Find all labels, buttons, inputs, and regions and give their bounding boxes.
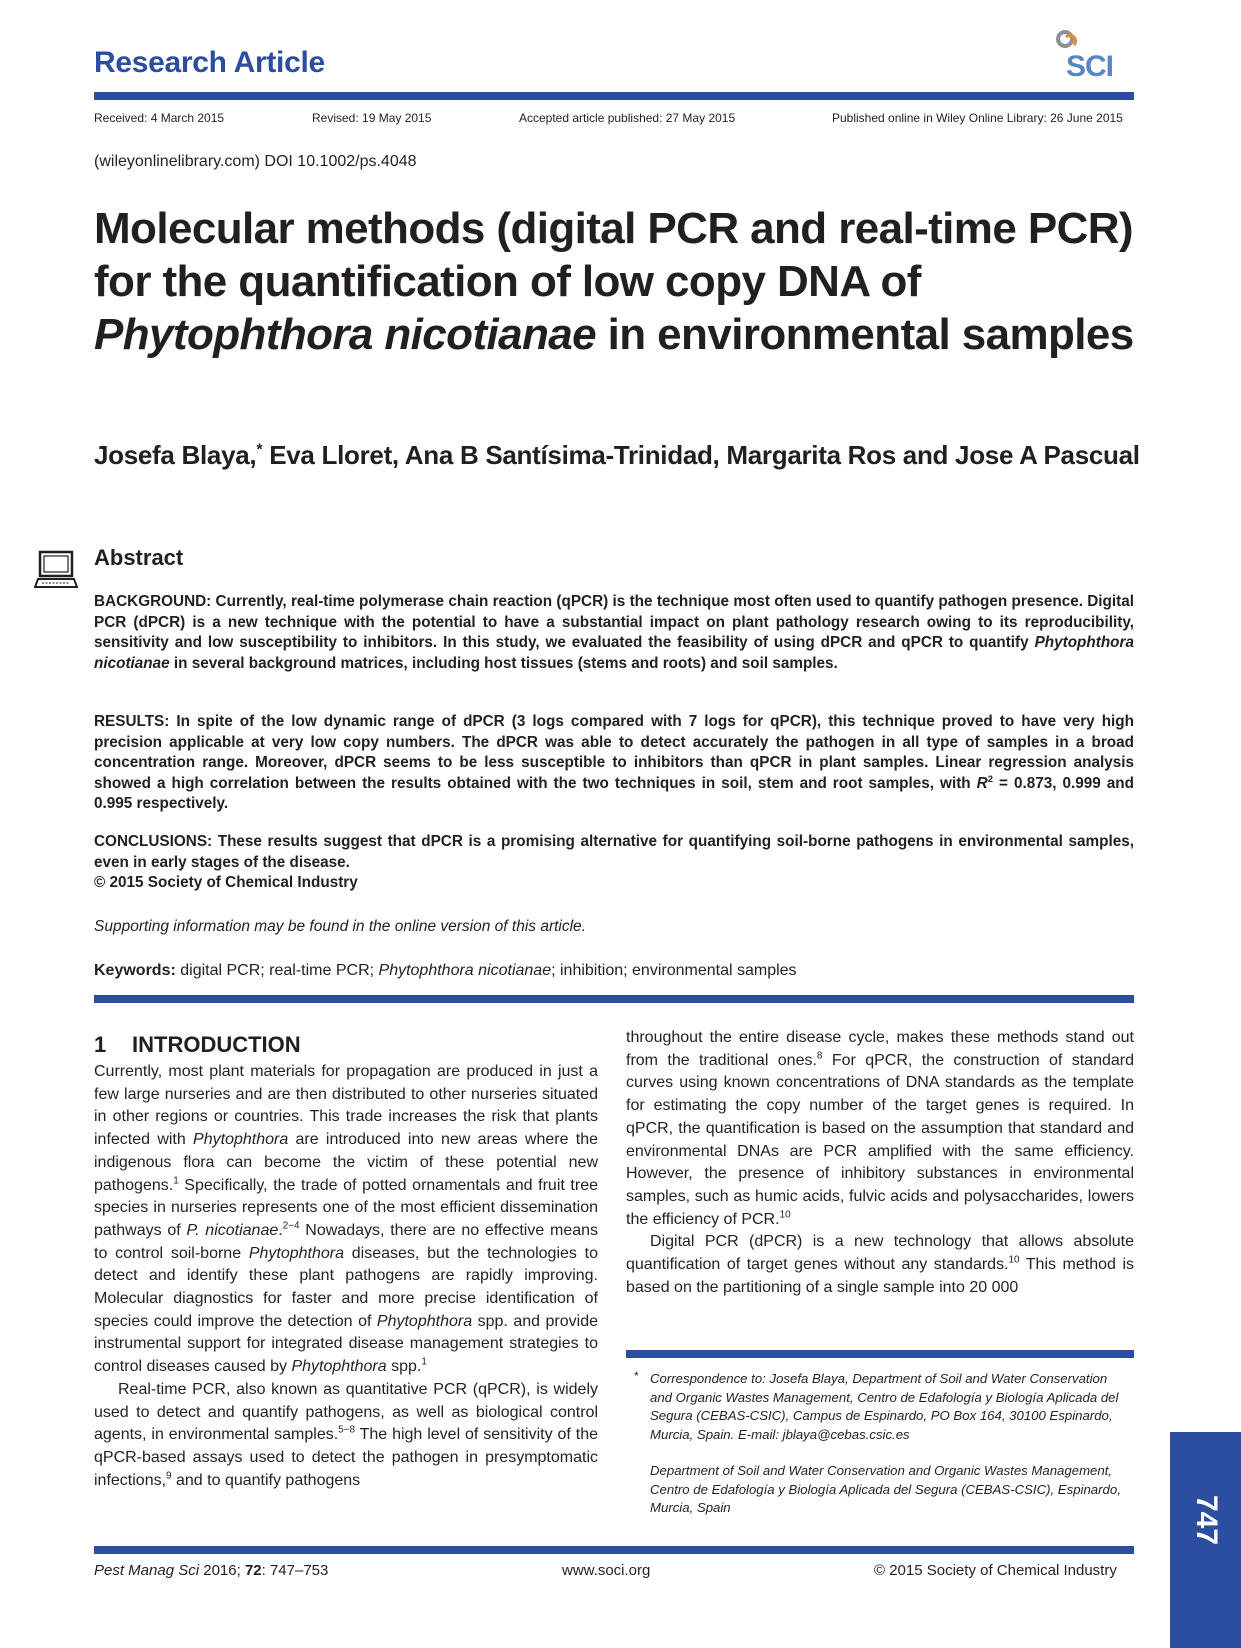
abstract-background: BACKGROUND: Currently, real-time polymerase chain reaction (qPCR) is the technique most often used to quantify pathogen presence. Digital PCR (dPCR) is a new technique with the potential to have a substantial impact on plant pathology research owing to its reproducibility, sensitivity and low susceptibility to inhibitors. In this study, we evaluated the feasibility of using dPCR and qPCR to quantify Phytophthora nicotianae in several background matrices, including host tissues (stems and roots) and soil samples. <box>94 593 1134 672</box>
sci-logo <box>1054 28 1144 84</box>
right-column <box>626 1027 1134 1299</box>
paragraph: Currently, most plant materials for propagation are produced in just a few large nurseries and are then distributed to other nurseries situated in other regions or countries. This trade increases the risk that plants infected with Phytophthora are introduced into new areas where the indigenous flora can become the victim of these potential new pathogens.$^1$ Specifically, the trade of potted ornamentals and fruit tree species in nurseries represents one of the most efficient dissemination pathways of P. nicotianae.$^{2-4}$ Nowadays, there are no effective means to control soil-borne Phytophthora diseases, but the technologies to detect and identify these plant pathogens are rapidly improving. Molecular diagnostics for faster and more precise identification of species could improve the detection of Phytophthora spp. and provide instrumental support for integrated disease management strategies to control diseases caused by Phytophthora spp.$^1$ <box>94 1063 599 1376</box>
abstract-conclusions: CONCLUSIONS: These results suggest that dPCR is a promising alternative for quantifying soil-borne pathogens in environmental samples, even in early stages of the disease. © 2015 Society of Chemical Industry <box>94 832 1134 894</box>
abstract-rule <box>94 995 1134 1003</box>
page-number-tab <box>1170 1432 1241 1648</box>
abstract-results: RESULTS: In spite of the low dynamic range of dPCR (3 logs compared with 7 logs for qPCR), this technique proved to have very high precision applicable at very low copy numbers. The dPCR was able to detect accurately the pathogen in all type of samples in a broad concentration range. Moreover, dPCR seems to be less susceptible to inhibitors than qPCR in plant samples. Linear regression analysis showed a high correlation between the results obtained with the two techniques in soil, stem and root samples, with $R^2 = 0.873$, 0.999 and 0.995 respectively. <box>94 713 1134 812</box>
website-link[interactable]: www.soci.org <box>562 1562 651 1579</box>
logo-arc-icon <box>1063 34 1077 48</box>
footer-copyright: © 2015 Society of Chemical Industry <box>874 1562 1117 1579</box>
footnote-rule <box>626 1350 1134 1358</box>
abstract-heading: Abstract <box>94 545 184 570</box>
journal-citation: Pest Manag Sci 2016; 72: 747–753 <box>94 1562 329 1579</box>
affiliation: Department of Soil and Water Conservation and Organic Wastes Management, Centro de Edafología y Biología Aplicada del Segura (CEBAS-CSIC), Espinardo, Murcia, Spain <box>650 1463 1121 1515</box>
paragraph: Digital PCR (dPCR) is a new technology that allows absolute quantification of target genes without any standards.$^{10}$ This method is based on the partitioning of a single sample into 20 000 <box>626 1233 1134 1296</box>
footnote-marker: * <box>634 1369 639 1383</box>
footnote <box>650 1370 1124 1518</box>
header-rule <box>94 92 1134 100</box>
laptop-icon <box>34 549 78 593</box>
left-column <box>94 1061 598 1492</box>
footer-rule <box>94 1546 1134 1554</box>
accepted-date: Accepted article published: 27 May 2015 <box>519 111 736 125</box>
authors: Josefa Blaya,* Eva Lloret, Ana B Santísima-Trinidad, Margarita Ros and Jose A Pascual <box>94 440 1140 470</box>
paragraph: Real-time PCR, also known as quantitative PCR (qPCR), is widely used to detect and quantify pathogens, as well as biological control agents, in environmental samples.$^{5-8}$ The high level of sensitivity of the qPCR-based assays used to detect the pathogen in presymptomatic infections,$^9$ and to quantify pathogens <box>94 1380 599 1489</box>
section-heading: 1 INTRODUCTION <box>94 1032 301 1057</box>
supporting-info: Supporting information may be found in the online version of this article. <box>94 918 586 935</box>
revised-date: Revised: 19 May 2015 <box>312 111 432 125</box>
article-title: Molecular methods (digital PCR and real-time PCR) for the quantification of low copy DNA of Phytophthora nicotianae in environmental samples <box>94 204 1134 359</box>
section-label: Research Article <box>94 46 325 79</box>
published-date: Published online in Wiley Online Library: 26 June 2015 <box>832 111 1123 125</box>
page-number: 747 <box>1190 1495 1223 1546</box>
abstract-copyright: © 2015 Society of Chemical Industry <box>94 874 358 891</box>
doi: (wileyonlinelibrary.com) DOI 10.1002/ps.4048 <box>94 153 417 170</box>
received-date: Received: 4 March 2015 <box>94 111 225 125</box>
correspondence: Correspondence to: Josefa Blaya, Department of Soil and Water Conservation and Organic Wastes Management, Centro de Edafología y Biología Aplicada del Segura (CEBAS-CSIC), Campus de Espinardo, PO Box 164, 30100 Espinardo, Murcia, Spain. E-mail: jblaya@cebas.csic.es <box>650 1371 1119 1442</box>
paragraph: throughout the entire disease cycle, makes these methods stand out from the traditional ones.$^8$ For qPCR, the construction of standard curves using known concentrations of DNA standards as the template for estimating the copy number of the target genes is required. In qPCR, the quantification is based on the assumption that standard and environmental DNAs are PCR amplified with the same efficiency. However, the presence of inhibitory substances in environmental samples, such as humic acids, fulvic acids and polysaccharides, lowers the efficiency of PCR.$^{10}$ <box>626 1029 1134 1228</box>
keywords: Keywords: digital PCR; real-time PCR; Phytophthora nicotianae; inhibition; environmental samples <box>94 962 797 979</box>
logo-text: SCI <box>1066 50 1114 83</box>
